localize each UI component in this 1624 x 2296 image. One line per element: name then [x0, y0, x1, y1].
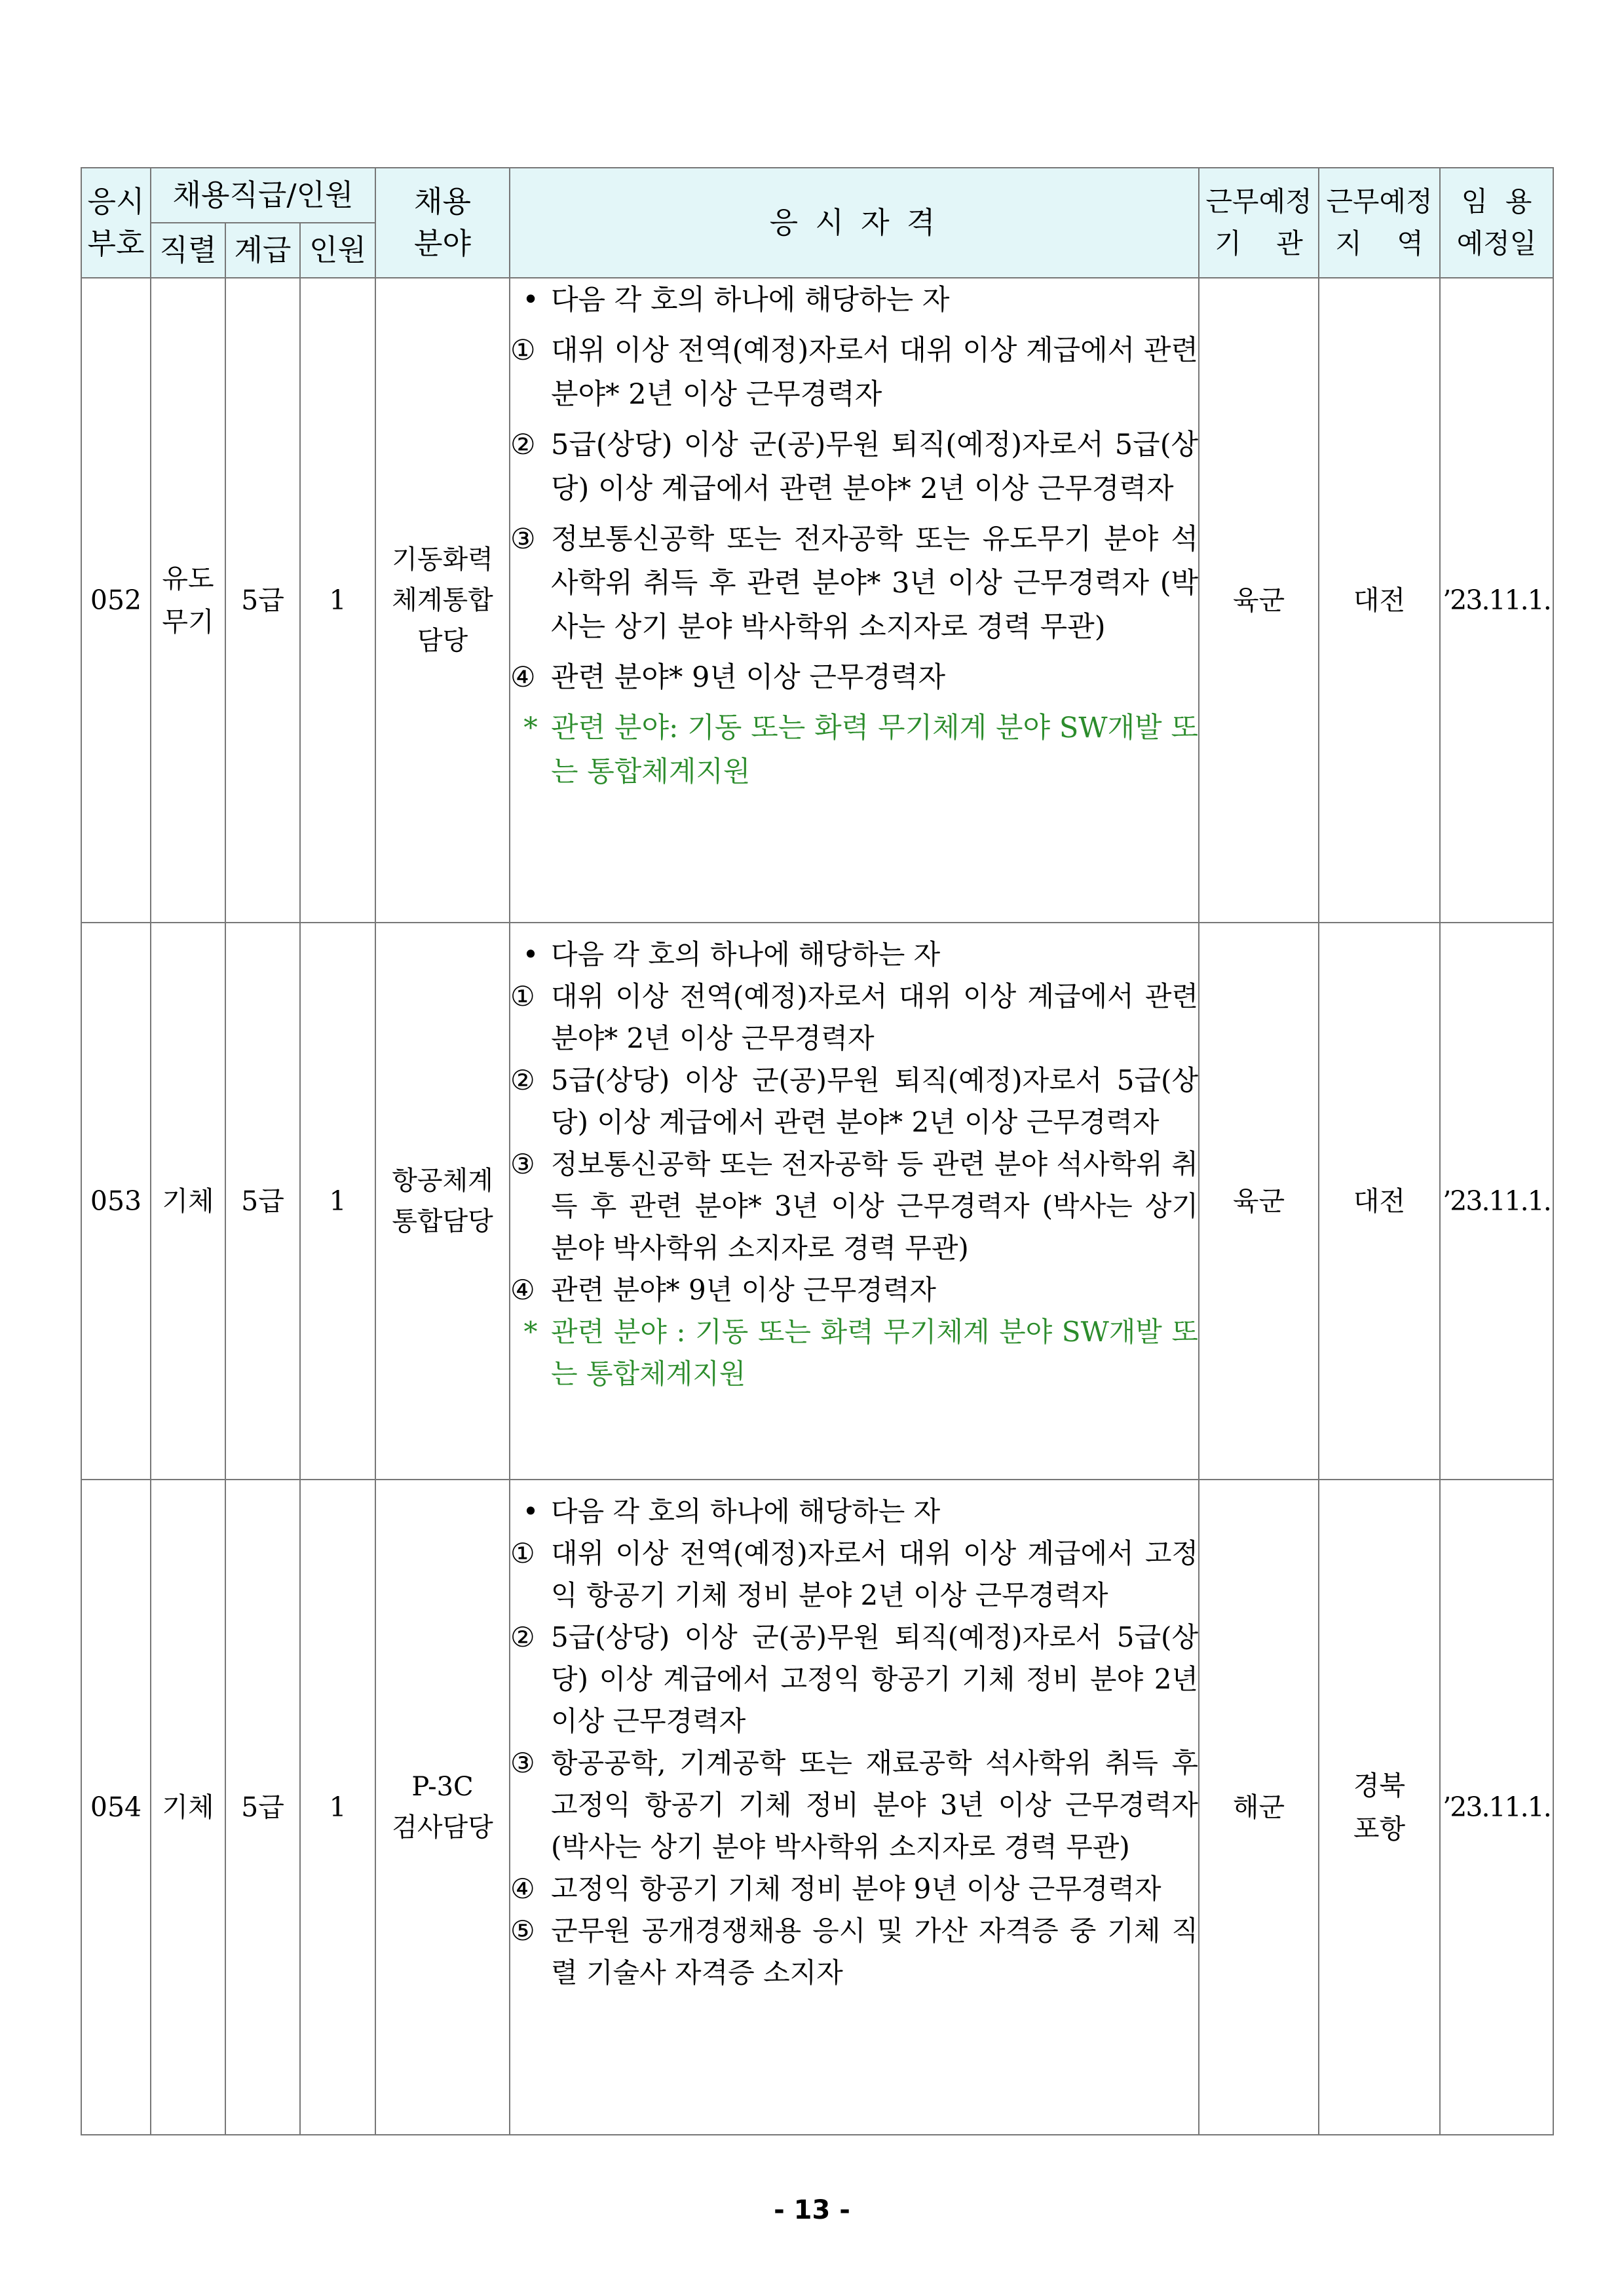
grade-cell: 5급: [225, 923, 300, 1480]
qualification-item: [510, 934, 1198, 976]
item-marker: ④: [510, 1274, 535, 1306]
series-cell: 유도 무기: [151, 278, 225, 923]
qualification-item: [510, 976, 1198, 1060]
page-number: - 13 -: [774, 2195, 850, 2225]
region-cell: 경북 포항: [1319, 1480, 1440, 2135]
qualification-item: [510, 1910, 1198, 1994]
qualification-item: [510, 518, 1198, 649]
item-marker: •: [522, 938, 539, 970]
qualification-item: [510, 423, 1198, 511]
item-marker: ⑤: [510, 1915, 535, 1947]
item-marker: •: [522, 1495, 539, 1527]
note-marker: *: [523, 1316, 538, 1348]
agency-cell: 육군: [1199, 278, 1319, 923]
qualification-cell: [510, 278, 1199, 923]
note-marker: *: [523, 712, 538, 744]
item-marker: •: [522, 284, 539, 316]
qualification-cell: [510, 923, 1199, 1480]
item-text: 대위 이상 전역(예정)자로서 대위 이상 계급에서 고정익 항공기 기체 정비 분야 2년 이상 근무경력자: [551, 1537, 1199, 1611]
header-qualification: 응 시 자 격: [510, 168, 1199, 278]
item-text: 다음 각 호의 하나에 해당하는 자: [551, 1495, 941, 1527]
qualification-item: [510, 1269, 1198, 1311]
header-exam-no: 응시 부호: [81, 168, 151, 278]
qualification-item: [510, 1143, 1198, 1269]
exam-no-cell: 054: [81, 1480, 151, 2135]
agency-cell: 육군: [1199, 923, 1319, 1480]
item-text: 군무원 공개경쟁채용 응시 및 가산 자격증 중 기체 직렬 기술사 자격증 소지자: [551, 1915, 1199, 1989]
item-marker: ①: [510, 334, 536, 367]
item-marker: ②: [510, 1064, 535, 1096]
note-text: 관련 분야: 기동 또는 화력 무기체계 분야 SW개발 또는 통합체계지원: [551, 712, 1199, 788]
qualification-item: [510, 1742, 1198, 1868]
item-marker: ③: [510, 1747, 535, 1779]
table-row: [81, 923, 1553, 1480]
table-row: [81, 1480, 1553, 2135]
item-text: 대위 이상 전역(예정)자로서 대위 이상 계급에서 관련 분야* 2년 이상 근무경력자: [551, 334, 1199, 411]
field-note: [510, 1311, 1198, 1395]
header-agency: 근무예정 기 관: [1199, 168, 1319, 278]
qualification-item: [510, 1617, 1198, 1742]
header-date: 임 용 예정일: [1440, 168, 1553, 278]
count-cell: 1: [300, 1480, 375, 2135]
item-marker: ②: [510, 1621, 535, 1653]
field-cell: 기동화력 체계통합 담당: [375, 278, 510, 923]
recruitment-table: [81, 167, 1554, 2135]
date-cell: ’23.11.1.: [1440, 923, 1553, 1480]
item-marker: ④: [510, 1873, 535, 1905]
note-text: 관련 분야 : 기동 또는 화력 무기체계 분야 SW개발 또는 통합체계지원: [551, 1316, 1199, 1390]
item-text: 고정익 항공기 기체 정비 분야 9년 이상 근무경력자: [551, 1873, 1161, 1905]
grade-cell: 5급: [225, 278, 300, 923]
region-cell: 대전: [1319, 923, 1440, 1480]
item-text: 다음 각 호의 하나에 해당하는 자: [551, 284, 950, 316]
item-marker: ①: [510, 1537, 535, 1569]
item-text: 5급(상당) 이상 군(공)무원 퇴직(예정)자로서 5급(상당) 이상 계급에서 고정익 항공기 기체 정비 분야 2년 이상 근무경력자: [551, 1621, 1199, 1737]
exam-no-cell: 052: [81, 278, 151, 923]
field-cell: 항공체계 통합담당: [375, 923, 510, 1480]
count-cell: 1: [300, 923, 375, 1480]
qualification-cell: [510, 1480, 1199, 2135]
item-marker: ③: [510, 523, 536, 556]
header-field: 채용 분야: [375, 168, 510, 278]
header-rank-group: 채용직급/인원: [151, 168, 375, 223]
field-cell: P-3C 검사담당: [375, 1480, 510, 2135]
agency-cell: 해군: [1199, 1480, 1319, 2135]
date-cell: ’23.11.1.: [1440, 278, 1553, 923]
qualification-item: [510, 1491, 1198, 1533]
item-text: 대위 이상 전역(예정)자로서 대위 이상 계급에서 관련 분야* 2년 이상 근무경력자: [551, 980, 1199, 1054]
item-text: 5급(상당) 이상 군(공)무원 퇴직(예정)자로서 5급(상당) 이상 계급에서 관련 분야* 2년 이상 근무경력자: [551, 429, 1199, 505]
qualification-item: [510, 329, 1198, 417]
date-cell: ’23.11.1.: [1440, 1480, 1553, 2135]
table-row: [81, 278, 1553, 923]
qualification-item: [510, 1060, 1198, 1143]
series-cell: 기체: [151, 923, 225, 1480]
item-text: 정보통신공학 또는 전자공학 등 관련 분야 석사학위 취득 후 관련 분야* 3년 이상 근무경력자 (박사는 상기 분야 박사학위 소지자로 경력 무관): [551, 1148, 1199, 1264]
item-marker: ③: [510, 1148, 535, 1180]
grade-cell: 5급: [225, 1480, 300, 2135]
item-marker: ④: [510, 661, 536, 694]
exam-no-cell: 053: [81, 923, 151, 1480]
header-count: 인원: [300, 223, 375, 278]
item-text: 항공공학, 기계공학 또는 재료공학 석사학위 취득 후 고정익 항공기 기체 정비 분야 3년 이상 근무경력자 (박사는 상기 분야 박사학위 소지자로 경력 무관): [551, 1747, 1199, 1863]
header-grade: 계급: [225, 223, 300, 278]
qualification-item: [510, 1868, 1198, 1910]
item-marker: ②: [510, 429, 536, 461]
item-text: 5급(상당) 이상 군(공)무원 퇴직(예정)자로서 5급(상당) 이상 계급에서 관련 분야* 2년 이상 근무경력자: [551, 1064, 1199, 1138]
header-series: 직렬: [151, 223, 225, 278]
item-text: 관련 분야* 9년 이상 근무경력자: [551, 661, 946, 694]
field-note: [510, 706, 1198, 794]
header-region: 근무예정 지 역: [1319, 168, 1440, 278]
item-text: 관련 분야* 9년 이상 근무경력자: [551, 1274, 937, 1306]
region-cell: 대전: [1319, 278, 1440, 923]
item-text: 정보통신공학 또는 전자공학 또는 유도무기 분야 석사학위 취득 후 관련 분야* 3년 이상 근무경력자 (박사는 상기 분야 박사학위 소지자로 경력 무관): [551, 523, 1199, 643]
qualification-item: [510, 278, 1198, 322]
item-text: 다음 각 호의 하나에 해당하는 자: [551, 938, 941, 970]
count-cell: 1: [300, 278, 375, 923]
qualification-item: [510, 656, 1198, 700]
series-cell: 기체: [151, 1480, 225, 2135]
qualification-item: [510, 1533, 1198, 1617]
item-marker: ①: [510, 980, 535, 1012]
